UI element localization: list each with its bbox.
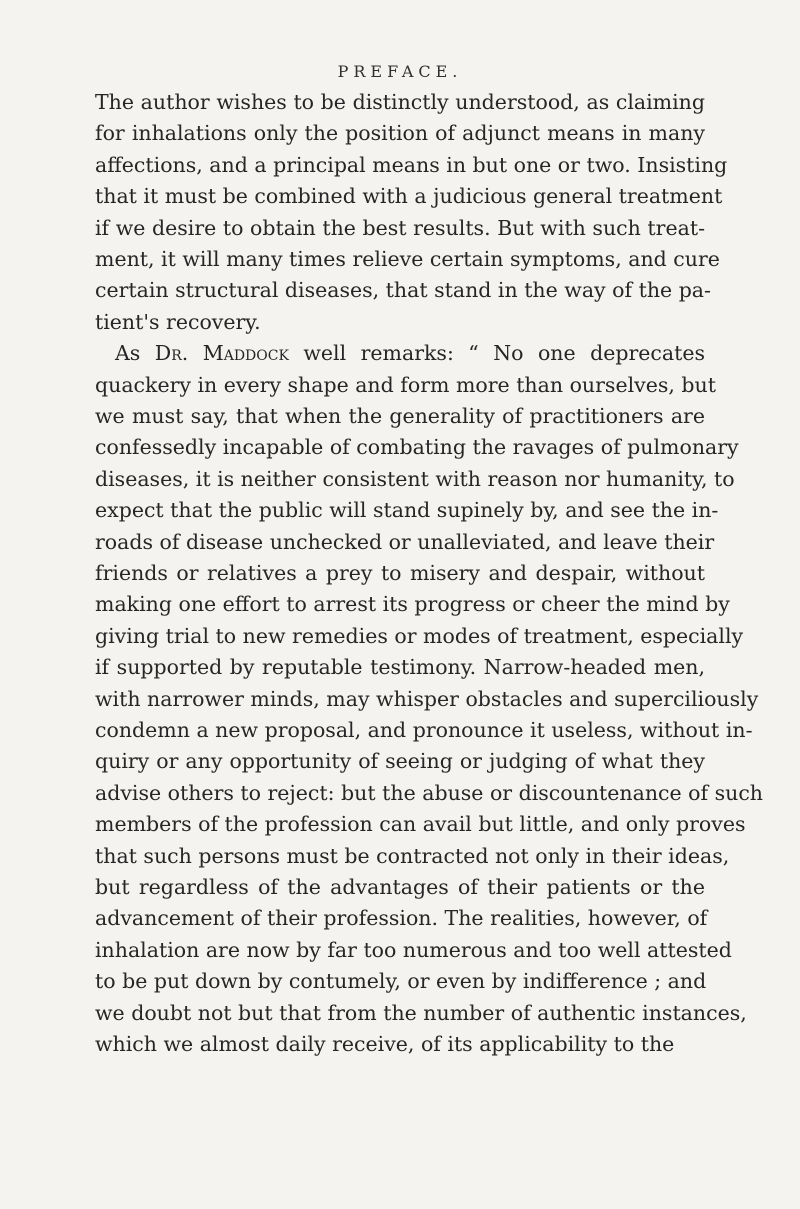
text-line xyxy=(95,402,705,430)
author-name: Dr. Maddock xyxy=(154,341,289,366)
text-line xyxy=(95,873,705,901)
text-segment: for inhalations only the position of adjunct means in many xyxy=(95,121,705,146)
text-segment: giving trial to new remedies or modes of treatment, especially xyxy=(95,623,744,648)
text-segment: but regardless of the advantages of their patients or the xyxy=(95,875,705,899)
text-line xyxy=(95,245,720,273)
text-line xyxy=(95,559,705,587)
text-segment: The author wishes to be distinctly understood, as claiming xyxy=(95,90,705,114)
text-segment: expect that the public will stand supinely by, and see the in- xyxy=(95,498,719,523)
text-line xyxy=(95,496,719,524)
text-segment: confessedly incapable of combating the ravages of pulmonary xyxy=(95,435,739,460)
text-segment: As xyxy=(115,341,155,366)
text-line xyxy=(95,904,708,932)
text-line xyxy=(95,465,735,493)
text-line xyxy=(95,371,716,399)
text-segment: inhalation are now by far too numerous and too well attested xyxy=(95,937,732,962)
text-segment: with narrower minds, may whisper obstacles and superciliously xyxy=(95,686,759,711)
text-line xyxy=(95,685,759,713)
text-line xyxy=(95,590,730,618)
text-line xyxy=(95,622,744,650)
text-segment: we must say, that when the generality of practitioners are xyxy=(95,404,705,428)
text-segment: diseases, it is neither consistent with reason nor humanity, to xyxy=(95,466,735,491)
text-line xyxy=(95,779,764,807)
text-line xyxy=(95,842,730,870)
text-line xyxy=(95,88,705,116)
text-segment: affections, and a principal means in but one or two. Insisting xyxy=(95,152,728,177)
text-line xyxy=(95,214,705,242)
text-line xyxy=(95,182,723,210)
text-line xyxy=(95,716,753,744)
text-line xyxy=(95,308,705,336)
text-segment: quiry or any opportunity of seeing or judging of what they xyxy=(95,749,705,774)
text-segment: well remarks: “ No one deprecates xyxy=(288,341,705,366)
text-line xyxy=(95,653,705,681)
text-line xyxy=(95,276,711,304)
text-segment: making one effort to arrest its progress or cheer the mind by xyxy=(95,592,730,617)
text-segment: quackery in every shape and form more than ourselves, but xyxy=(95,372,716,397)
text-segment: friends or relatives a prey to misery and despair, without xyxy=(95,561,705,585)
text-line xyxy=(95,151,728,179)
text-line xyxy=(95,999,747,1027)
text-line xyxy=(95,119,705,147)
text-line xyxy=(115,339,705,367)
text-segment: to be put down by contumely, or even by indifference ; and xyxy=(95,969,707,994)
text-segment: tient's recovery. xyxy=(95,309,261,334)
text-segment: advancement of their profession. The realities, however, of xyxy=(95,906,708,931)
text-segment: which we almost daily receive, of its applicability to the xyxy=(95,1032,675,1056)
text-segment: we doubt not but that from the number of authentic instances, xyxy=(95,1000,747,1025)
text-segment: if supported by reputable testimony. Narrow-headed men, xyxy=(95,655,705,680)
text-line xyxy=(95,810,746,838)
text-line xyxy=(95,747,705,775)
text-line xyxy=(95,528,715,556)
text-line xyxy=(95,1030,705,1058)
text-segment: members of the profession can avail but little, and only proves xyxy=(95,812,746,837)
running-head: PREFACE. xyxy=(337,62,463,81)
text-segment: that it must be combined with a judicious general treatment xyxy=(95,184,723,209)
text-line xyxy=(95,967,705,995)
text-segment: ment, it will many times relieve certain symptoms, and cure xyxy=(95,247,720,271)
text-segment: that such persons must be contracted not only in their ideas, xyxy=(95,843,730,868)
text-segment: condemn a new proposal, and pronounce it useless, without in- xyxy=(95,718,753,742)
text-line xyxy=(95,433,739,461)
text-segment: if we desire to obtain the best results. But with such treat- xyxy=(95,215,705,240)
text-line xyxy=(95,936,732,964)
text-segment: roads of disease unchecked or unalleviated, and leave their xyxy=(95,529,715,554)
text-segment: advise others to reject: but the abuse or discountenance of such xyxy=(95,780,764,805)
text-segment: certain structural diseases, that stand in the way of the pa- xyxy=(95,278,711,303)
